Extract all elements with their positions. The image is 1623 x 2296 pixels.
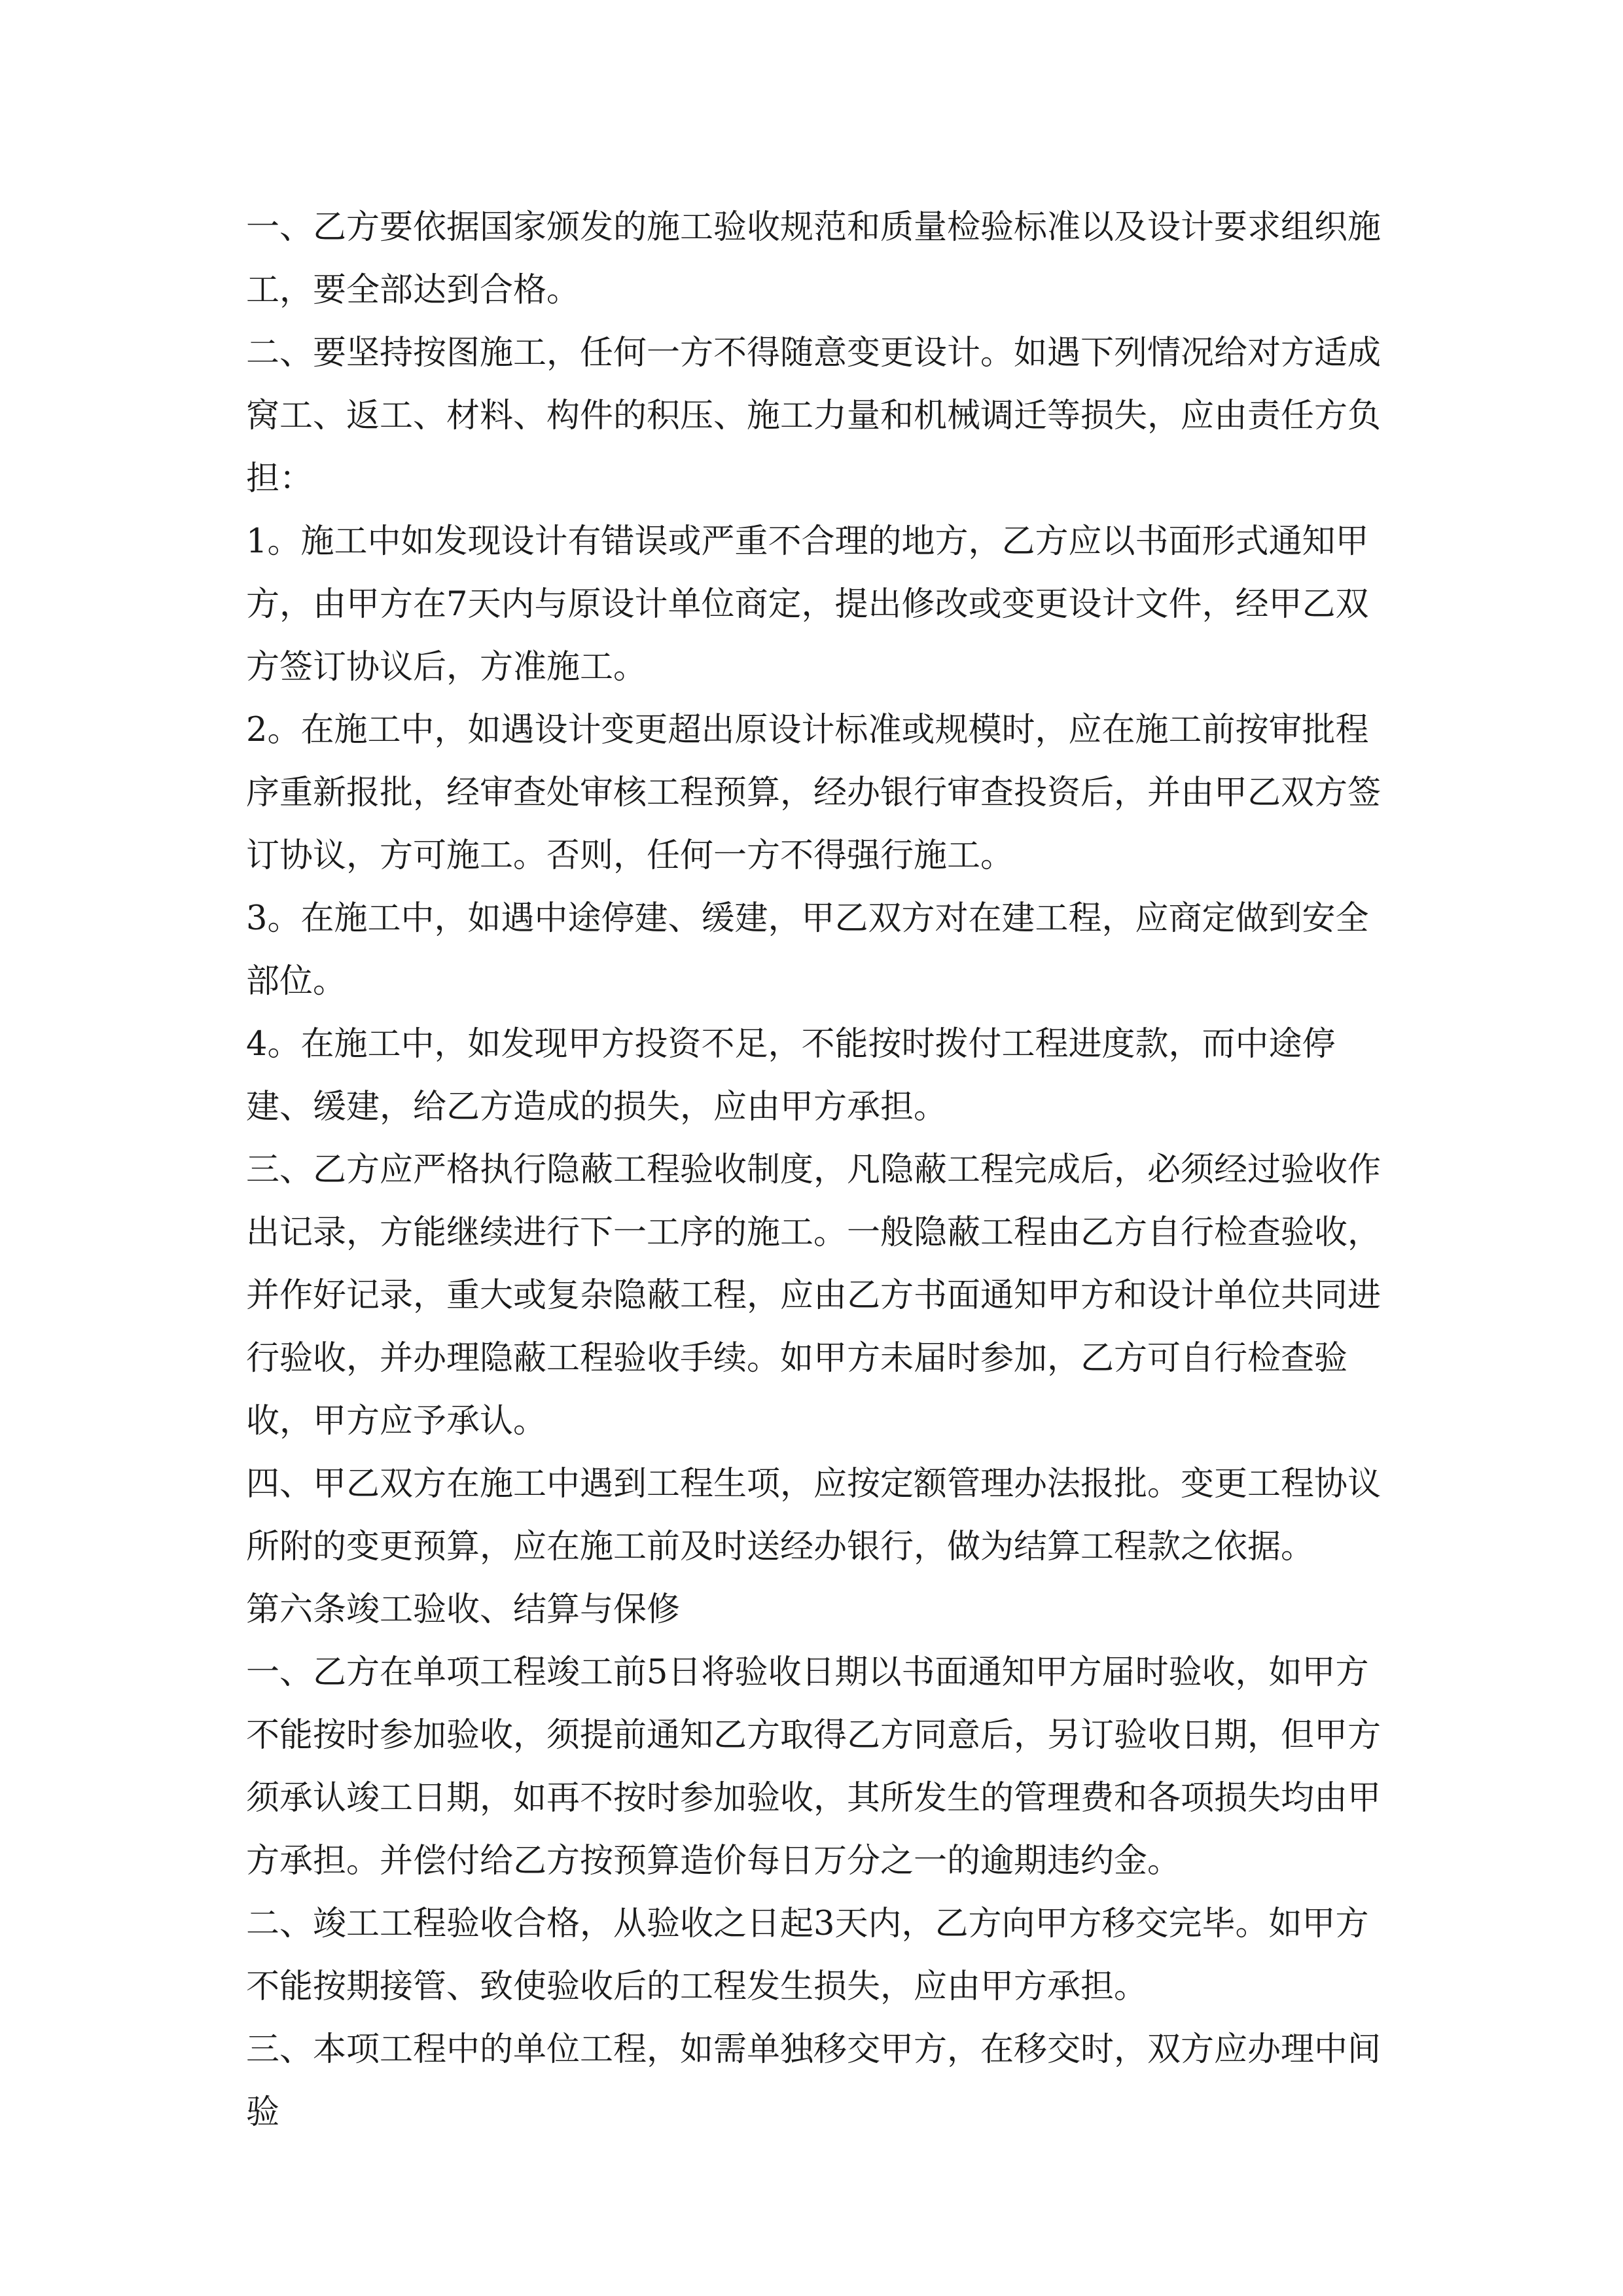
paragraph-1: 一、乙方要依据国家颁发的施工验收规范和质量检验标准以及设计要求组织施工，要全部达到合格。: [246, 208, 1382, 310]
section-heading: 第六条竣工验收、结算与保修: [246, 1590, 681, 1629]
document-body: [246, 196, 1385, 2144]
paragraph-6: 4。在施工中，如发现甲方投资不足，不能按时拨付工程进度款，而中途停建、缓建，给乙方造成的损失，应由甲方承担。: [246, 1025, 1336, 1126]
paragraph-2: 二、要坚持按图施工，任何一方不得随意变更设计。如遇下列情况给对方适成窝工、返工、材料、构件的积压、施工力量和机械调迁等损失，应由责任方负担：: [246, 334, 1382, 498]
paragraph-4: 2。在施工中，如遇设计变更超出原设计标准或规模时，应在施工前按审批程序重新报批，经审查处审核工程预算，经办银行审查投资后，并由甲乙双方签订协议，方可施工。否则，任何一方不得强行施工。: [246, 711, 1382, 875]
paragraph-10: 二、竣工工程验收合格，从验收之日起3天内，乙方向甲方移交完毕。如甲方不能按期接管、致使验收后的工程发生损失，应由甲方承担。: [246, 1905, 1369, 2006]
paragraph-7: 三、乙方应严格执行隐蔽工程验收制度，凡隐蔽工程完成后，必须经过验收作出记录，方能继续进行下一工序的施工。一般隐蔽工程由乙方自行检查验收，并作好记录，重大或复杂隐蔽工程，应由乙方书面通知甲方和设计单位共同进行验收，并办理隐蔽工程验收手续。如甲方未届时参加，乙方可自行检查验收，甲方应予承认。: [246, 1151, 1382, 1441]
paragraph-9: 一、乙方在单项工程竣工前5日将验收日期以书面通知甲方届时验收，如甲方不能按时参加验收，须提前通知乙方取得乙方同意后，另订验收日期，但甲方须承认竣工日期，如再不按时参加验收，其所发生的管理费和各项损失均由甲方承担。并偿付给乙方按预算造价每日万分之一的逾期违约金。: [246, 1653, 1382, 1880]
paragraph-3: 1。施工中如发现设计有错误或严重不合理的地方，乙方应以书面形式通知甲方，由甲方在7天内与原设计单位商定，提出修改或变更设计文件，经甲乙双方签订协议后，方准施工。: [246, 522, 1369, 687]
paragraph-8: 四、甲乙双方在施工中遇到工程生项，应按定额管理办法报批。变更工程协议所附的变更预算，应在施工前及时送经办银行，做为结算工程款之依据。: [246, 1465, 1382, 1566]
paragraph-11: 三、本项工程中的单位工程，如需单独移交甲方，在移交时，双方应办理中间验: [246, 2030, 1382, 2132]
paragraph-5: 3。在施工中，如遇中途停建、缓建，甲乙双方对在建工程，应商定做到安全部位。: [246, 899, 1369, 1001]
